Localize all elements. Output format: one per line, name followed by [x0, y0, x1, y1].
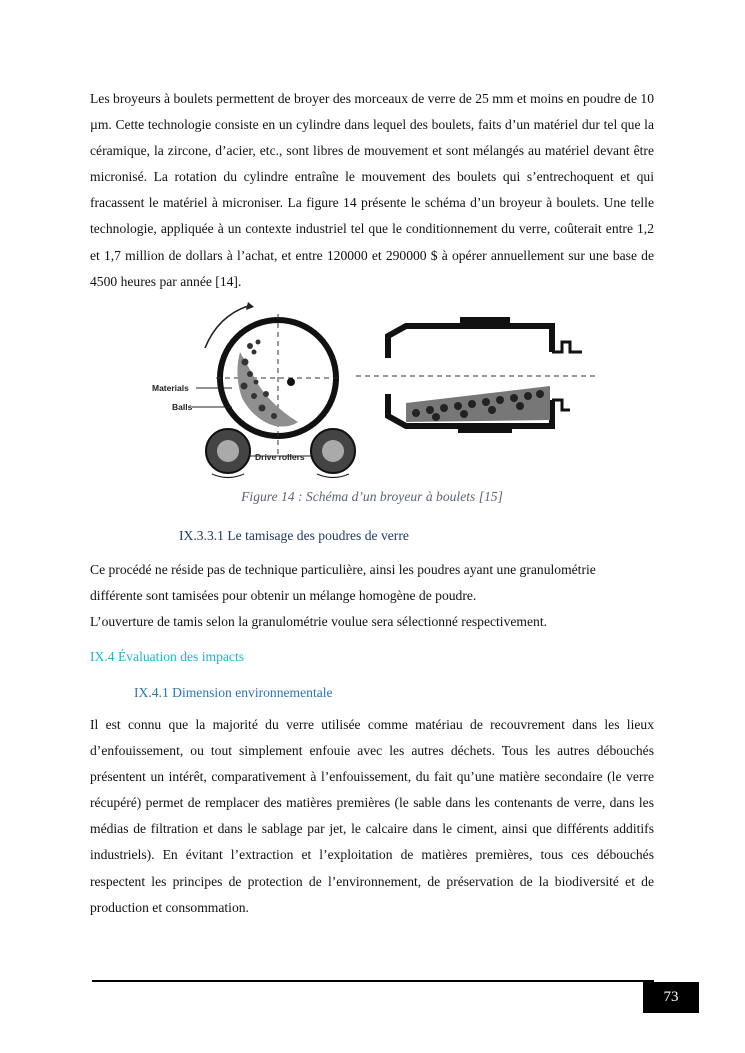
sieving-line-1: Ce procédé ne réside pas de technique particulière, ainsi les poudres ayant une granulométrie	[90, 562, 596, 577]
footer-rule	[92, 980, 654, 982]
environment-paragraph: Il est connu que la majorité du verre utilisée comme matériau de recouvrement dans les lieux d’enfouissement, ou tout simplement enfouie avec les autres déchets. Tous les autres débouchés présentent un intérêt, comparativement à l’enfouissement, du fait qu’une matière secondaire (le verre récupéré) permet de remplacer des matières premières (le sable dans les contenants de verre, dans les médias de filtration et dans le sablage par jet, le calcaire dans le ciment, ainsi que différents additifs industriels). En évitant l’extraction et l’exploitation de matières premières, tous ces débouchés respectent les principes de protection de l’environnement, de préservation de la biodiversité et de production et consommation.	[90, 717, 654, 915]
side-charge	[406, 386, 550, 422]
ball-mill-diagram	[150, 300, 595, 482]
figure-caption: Figure 14 : Schéma d’un broyeur à boulets [15]	[241, 489, 503, 504]
intro-paragraph: Les broyeurs à boulets permettent de broyer des morceaux de verre de 25 mm et moins en poudre de 10 µm. Cette technologie consiste en un cylindre dans lequel des boulets, faits d’un matériel dur tel que la céramique, la zircone, d’acier, etc., sont libres de mouvement et sont mélangés au matériel devant être micronisé. La rotation du cylindre entraîne le mouvement des boulets qui s’entrechoquent et qui fracassent le matériel à microniser. La figure 14 présente le schéma d’un broyeur à boulets. Une telle technologie, appliquée à un contexte industriel tel que le conditionnement du verre, coûterait entre 1,2 et 1,7 million de dollars à l’achat, et entre 120000 et 290000 $ à opérer annuellement sur une base de 4500 heures par année [14].	[90, 91, 654, 289]
label-drive-rollers: Drive rollers	[255, 452, 305, 462]
sieving-line-3: L’ouverture de tamis selon la granulométrie voulue sera sélectionné respectivement.	[90, 614, 547, 630]
label-materials: Materials	[152, 383, 189, 393]
rotation-arrowhead-icon	[246, 302, 254, 310]
sieving-paragraph	[90, 557, 654, 635]
page-number: 73	[643, 982, 699, 1013]
heading-evaluation: IX.4 Évaluation des impacts	[90, 649, 245, 664]
sieving-line-2: différente sont tamisées pour obtenir un mélange homogène de poudre.	[90, 588, 477, 604]
label-balls: Balls	[172, 402, 193, 412]
heading-tamisage: IX.3.3.1 Le tamisage des poudres de verre	[179, 528, 409, 543]
heading-dimension: IX.4.1 Dimension environnementale	[134, 685, 333, 700]
